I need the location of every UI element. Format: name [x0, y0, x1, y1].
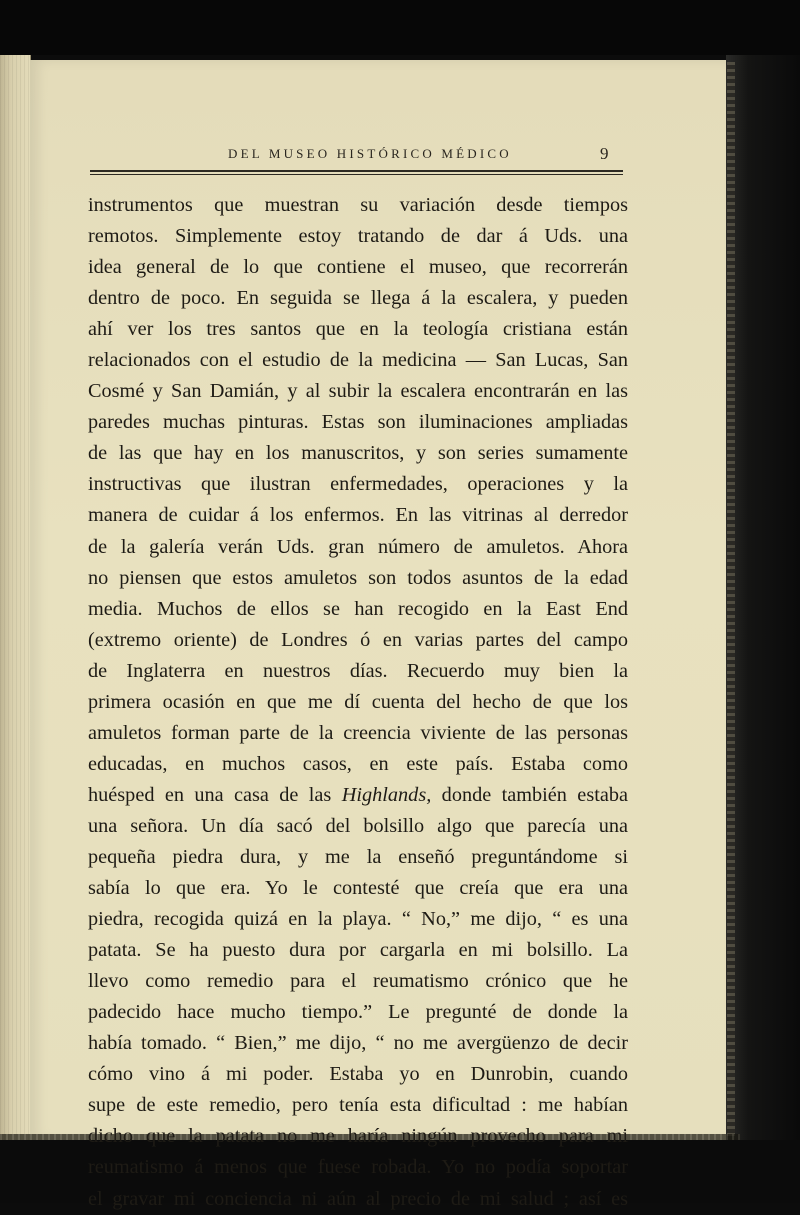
text-line: el gravar mi conciencia ni aún al precio de mi salud ; así es [88, 1187, 628, 1210]
text-line: patata. Se ha puesto dura por cargarla en mi bolsillo. La [88, 939, 628, 962]
text-line: había tomado. “ Bien,” me dijo, “ no me avergüenzo de decir [88, 1032, 628, 1055]
adjacent-page-edges [0, 55, 31, 1140]
text-line: dicho que la patata no me haría ningún provecho para mi [88, 1125, 628, 1148]
text-line: relacionados con el estudio de la medicina — San Lucas, San [88, 349, 628, 372]
text-line: de Inglaterra en nuestros días. Recuerdo muy bien la [88, 659, 628, 682]
text-line: no piensen que estos amuletos son todos asuntos de la edad [88, 566, 628, 589]
text-line: pequeña piedra dura, y me la enseñó preguntándome si [88, 845, 628, 868]
text-line: instructivas que ilustran enfermedades, operaciones y la [88, 473, 628, 496]
text-line: ahí ver los tres santos que en la teología cristiana están [88, 318, 628, 341]
text-line: de la galería verán Uds. gran número de amuletos. Ahora [88, 535, 628, 558]
text-line: una señora. Un día sacó del bolsillo algo que parecía una [88, 814, 628, 837]
text-line: cómo vino á mi poder. Estaba yo en Dunrobin, cuando [88, 1063, 628, 1086]
text-line: piedra, recogida quizá en la playa. “ No,” me dijo, “ es una [88, 908, 628, 931]
text-line-with-italic [88, 780, 628, 811]
page-number: 9 [600, 144, 609, 163]
text-line: supe de este remedio, pero tenía esta dificultad : me habían [88, 1094, 628, 1117]
line-text: donde también estaba [441, 783, 628, 806]
text-line: primera ocasión en que me dí cuenta del hecho de que los [88, 690, 628, 713]
text-line: manera de cuidar á los enfermos. En las vitrinas al derredor [88, 504, 628, 527]
text-line: padecido hace mucho tiempo.” Le pregunté de donde la [88, 1001, 628, 1024]
text-line: media. Muchos de ellos se han recogido en la East End [88, 597, 628, 620]
header-rule-thick [90, 170, 623, 172]
line-text: huésped en una casa de las [88, 783, 332, 806]
text-line: paredes muchas pinturas. Estas son iluminaciones ampliadas [88, 411, 628, 434]
text-line: (extremo oriente) de Londres ó en varias partes del campo [88, 628, 628, 651]
text-line: reumatismo á menos que fuese robada. Yo no podía soportar [88, 1156, 628, 1179]
header-rule-thin [90, 174, 623, 175]
running-header [60, 146, 700, 166]
text-line: llevo como remedio para el reumatismo crónico que he [88, 970, 628, 993]
text-line: instrumentos que muestran su variación desde tiempos [88, 194, 628, 216]
text-line: educadas, en muchos casos, en este país. Estaba como [88, 752, 628, 775]
page-stack-edge [727, 62, 735, 1140]
scan-background-top [0, 0, 800, 55]
running-title: DEL MUSEO HISTÓRICO MÉDICO [228, 146, 512, 161]
text-line: remotos. Simplemente estoy tratando de dar á Uds. una [88, 225, 628, 248]
text-line: Cosmé y San Damián, y al subir la escalera encontrarán en las [88, 380, 628, 403]
body-text [88, 190, 628, 1215]
book-spine [726, 55, 800, 1145]
text-line: sabía lo que era. Yo le contesté que creía que era una [88, 877, 628, 900]
text-line: dentro de poco. En seguida se llega á la escalera, y pueden [88, 287, 628, 310]
text-line: amuletos forman parte de la creencia viviente de las personas [88, 721, 628, 744]
italic-term: Highlands, [341, 783, 432, 806]
text-line: de las que hay en los manuscritos, y son series sumamente [88, 442, 628, 465]
text-line: idea general de lo que contiene el museo, que recorrerán [88, 256, 628, 279]
